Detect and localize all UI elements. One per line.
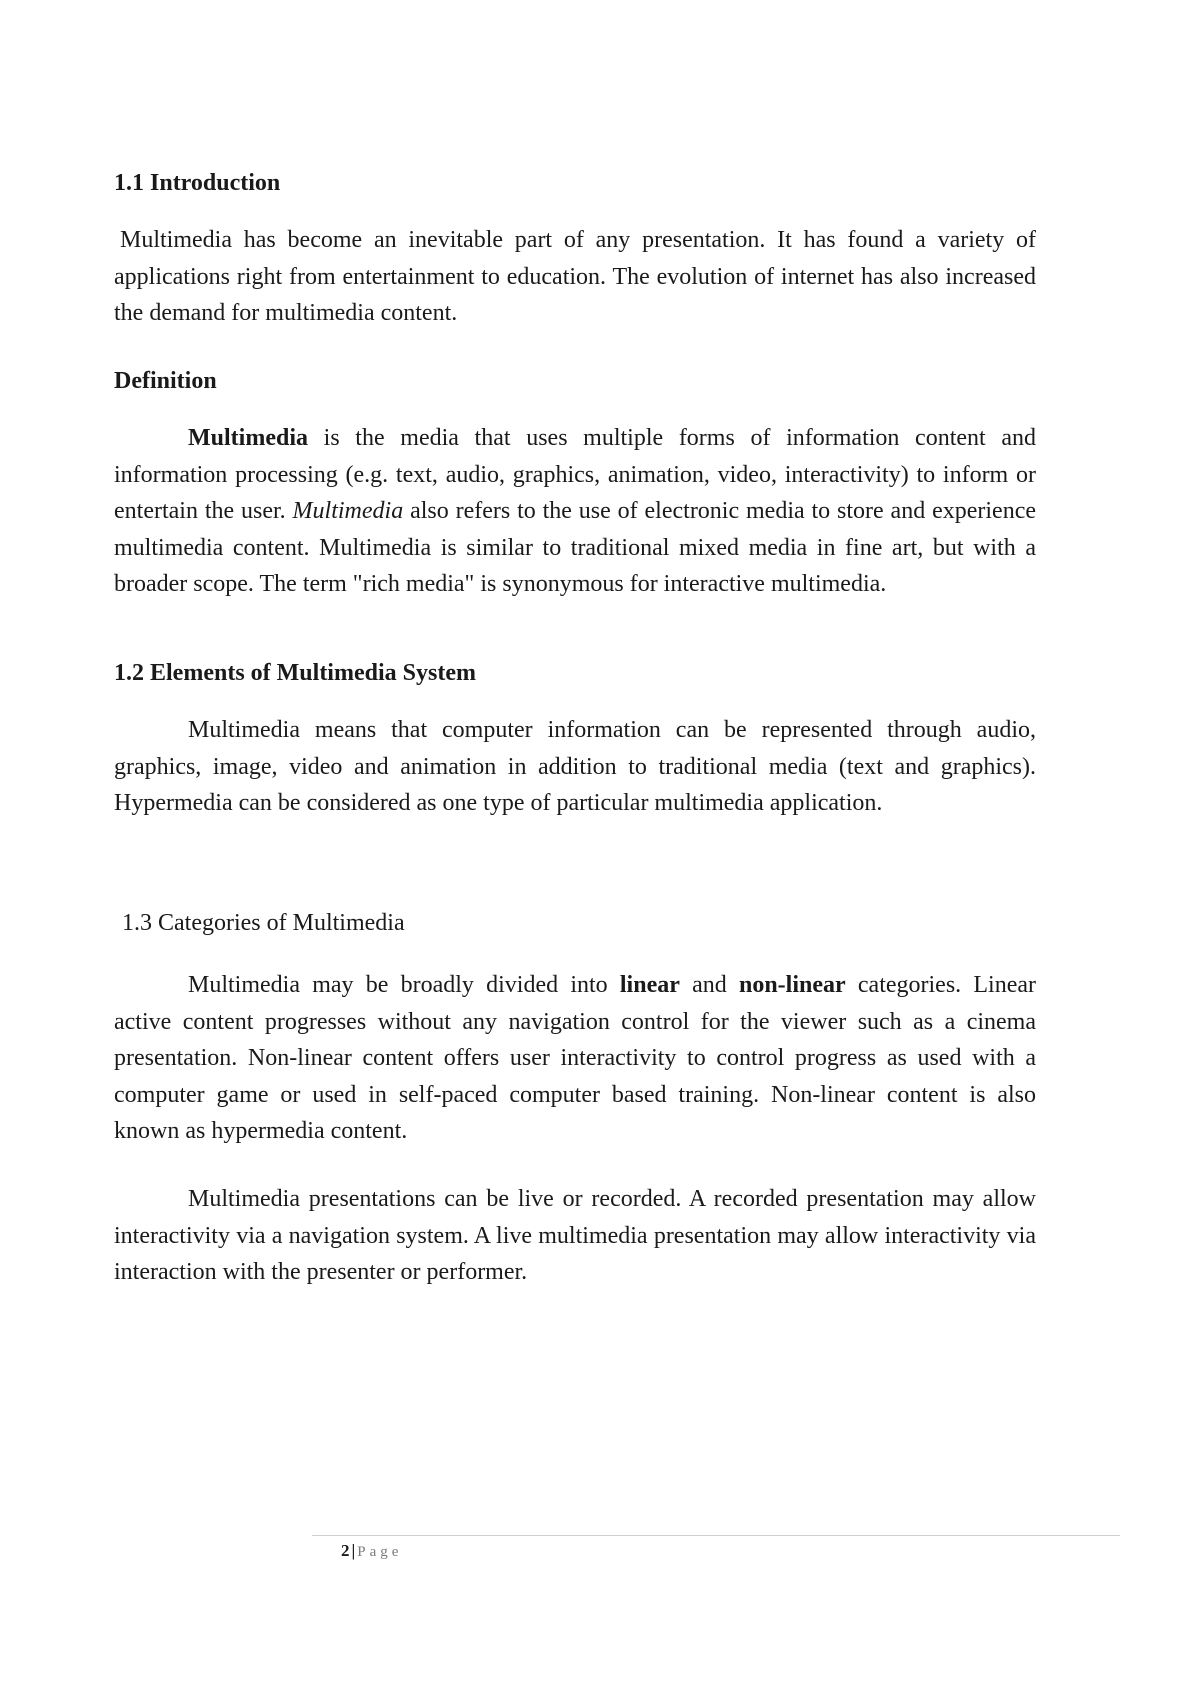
footer-separator: | [351, 1541, 356, 1560]
footer-divider [312, 1535, 1120, 1536]
categories-text-b: and [679, 972, 739, 998]
paragraph-elements [114, 712, 1036, 822]
definition-italic-term: Multimedia [292, 498, 404, 524]
categories-bold-linear: linear [619, 972, 680, 998]
definition-text-b: also refers to the use of electronic media to store and experience multimedia content. Multimedia is similar to traditional mixed media in fine art, but with a broader scope. The term "rich media" is synonymous for interactive multimedia. [114, 498, 1036, 597]
paragraph-categories [114, 967, 1036, 1150]
presentations-text: Multimedia presentations can be live or recorded. A recorded presentation may allow interactivity via a navigation system. A live multimedia presentation may allow interactivity via interaction with the presenter or performer. [114, 1186, 1036, 1285]
section-heading-elements: 1.2 Elements of Multimedia System [114, 660, 476, 686]
paragraph-presentations [114, 1181, 1036, 1291]
paragraph-introduction [114, 222, 1036, 332]
page-label: Page [357, 1544, 403, 1560]
elements-text: Multimedia means that computer information can be represented through audio, graphics, image, video and animation in addition to traditional media (text and graphics). Hypermedia can be considered as one type of particular multimedia application. [114, 717, 1036, 816]
page-number: 2 [341, 1541, 350, 1560]
section-heading-definition: Definition [114, 368, 217, 394]
categories-bold-nonlinear: non-linear [738, 972, 846, 998]
definition-bold-term: Multimedia [188, 425, 308, 451]
section-heading-introduction: 1.1 Introduction [114, 170, 281, 196]
definition-text-a: is the media that uses multiple forms of information content and information processing (e.g. text, audio, graphics, animation, video, interactivity) to inform or entertain the user. [114, 425, 1036, 524]
paragraph-definition [114, 420, 1036, 603]
page-footer [341, 1540, 402, 1563]
introduction-text: Multimedia has become an inevitable part of any presentation. It has found a variety of applications right from entertainment to education. The evolution of internet has also increased the demand for multimedia content. [114, 227, 1036, 326]
categories-text-c: categories. Linear active content progresses without any navigation control for the viewer such as a cinema presentation. Non-linear content offers user interactivity to control progress as used with a computer game or used in self-paced computer based training. Non-linear content is also known as hypermedia content. [114, 972, 1037, 1144]
section-heading-categories: 1.3 Categories of Multimedia [122, 910, 405, 936]
categories-text-a: Multimedia may be broadly divided into [188, 972, 620, 998]
